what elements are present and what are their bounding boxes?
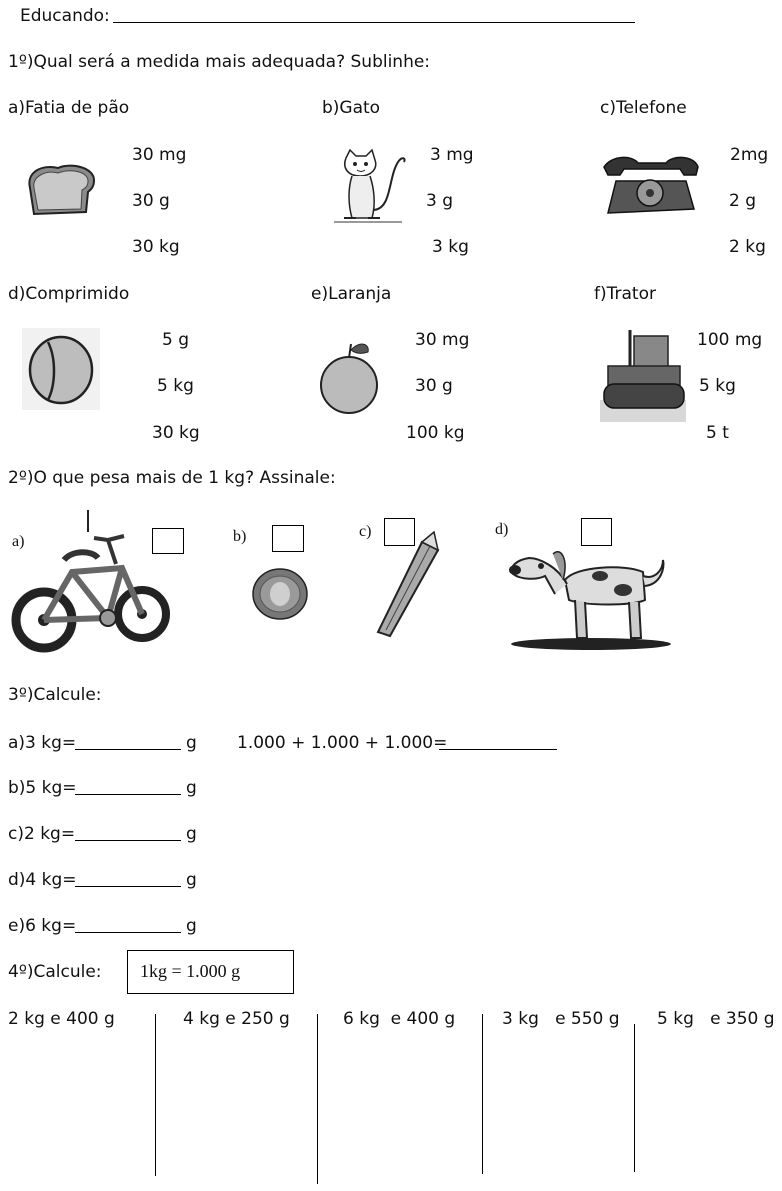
q3-sum-expression: 1.000 + 1.000 + 1.000= (237, 733, 448, 753)
q1-a-option-3[interactable]: 30 kg (132, 237, 180, 257)
q4-hint: 1kg = 1.000 g (140, 961, 241, 981)
q1-b-option-3[interactable]: 3 kg (432, 237, 469, 257)
dog-icon (505, 540, 675, 650)
q1-a-option-2[interactable]: 30 g (132, 191, 170, 211)
q2-a-letter: a) (12, 533, 25, 550)
q3-row-a-answer[interactable] (75, 749, 181, 750)
q3-row-c-unit: g (186, 824, 197, 844)
q2-d-letter: d) (495, 521, 509, 538)
q3-row-d-unit: g (186, 870, 197, 890)
q4-column-4: 3 kg e 550 g (502, 1009, 620, 1029)
q2-title: 2º)O que pesa mais de 1 kg? Assinale: (8, 468, 336, 488)
q4-column-3: 6 kg e 400 g (343, 1009, 456, 1029)
q1-item-d-label: d)Comprimido (8, 284, 130, 304)
q3-title: 3º)Calcule: (8, 685, 102, 705)
q4-column-2: 4 kg e 250 g (183, 1009, 290, 1029)
q1-title: 1º)Qual será a medida mais adequada? Sublinhe: (8, 52, 431, 72)
q1-item-c-label: c)Telefone (600, 98, 687, 118)
q4-column-5: 5 kg e 350 g (657, 1009, 775, 1029)
q1-c-option-1[interactable]: 2mg (730, 145, 769, 165)
q4-column-1: 2 kg e 400 g (8, 1009, 115, 1029)
q1-b-option-2[interactable]: 3 g (426, 191, 454, 211)
q3-row-c-label: c)2 kg= (8, 824, 76, 844)
q1-c-option-2[interactable]: 2 g (729, 191, 757, 211)
q3-row-e-answer[interactable] (75, 932, 181, 933)
q1-f-option-2[interactable]: 5 kg (699, 376, 736, 396)
pencil-icon (374, 530, 444, 642)
q3-row-e-label: e)6 kg= (8, 916, 77, 936)
q1-e-option-1[interactable]: 30 mg (415, 330, 470, 350)
q3-row-c-answer[interactable] (75, 840, 181, 841)
q2-c-letter: c) (359, 523, 372, 540)
q4-divider-3 (482, 1014, 483, 1174)
q3-row-e-unit: g (186, 916, 197, 936)
q1-f-option-3[interactable]: 5 t (706, 423, 729, 443)
q1-item-e-label: e)Laranja (311, 284, 392, 304)
q3-row-b-label: b)5 kg= (8, 778, 77, 798)
cat-icon (332, 148, 410, 224)
bread-slice-icon (24, 160, 100, 216)
q1-item-f-label: f)Trator (594, 284, 656, 304)
q1-b-option-1[interactable]: 3 mg (430, 145, 474, 165)
q3-row-b-unit: g (186, 778, 197, 798)
q1-c-option-3[interactable]: 2 kg (729, 237, 766, 257)
student-name-field[interactable] (113, 22, 635, 23)
q3-row-a-label: a)3 kg= (8, 733, 77, 753)
coin-icon (252, 568, 308, 620)
q4-divider-2 (317, 1014, 318, 1184)
q4-hint-box (127, 950, 294, 994)
q3-sum-answer[interactable] (439, 749, 557, 750)
q4-divider-4 (634, 1024, 635, 1172)
q1-item-a-label: a)Fatia de pão (8, 98, 130, 118)
q2-b-letter: b) (233, 528, 247, 545)
q3-row-d-answer[interactable] (75, 886, 181, 887)
q3-row-d-label: d)4 kg= (8, 870, 77, 890)
tractor-icon (600, 326, 686, 426)
q1-item-b-label: b)Gato (322, 98, 381, 118)
q4-divider-1 (155, 1014, 156, 1176)
q1-e-option-3[interactable]: 100 kg (406, 423, 465, 443)
pill-icon (22, 328, 100, 410)
q1-f-option-1[interactable]: 100 mg (697, 330, 763, 350)
student-name-label: Educando: (20, 6, 110, 26)
bicycle-icon (12, 510, 172, 655)
q1-d-option-1[interactable]: 5 g (162, 330, 190, 350)
orange-icon (320, 340, 380, 415)
q1-d-option-3[interactable]: 30 kg (152, 423, 200, 443)
q2-b-checkbox[interactable] (272, 525, 304, 552)
telephone-icon (602, 155, 702, 217)
q3-row-b-answer[interactable] (75, 794, 181, 795)
q4-title: 4º)Calcule: (8, 962, 102, 982)
q1-a-option-1[interactable]: 30 mg (132, 145, 187, 165)
q1-d-option-2[interactable]: 5 kg (157, 376, 194, 396)
q3-row-a-unit: g (186, 733, 197, 753)
q1-e-option-2[interactable]: 30 g (415, 376, 453, 396)
